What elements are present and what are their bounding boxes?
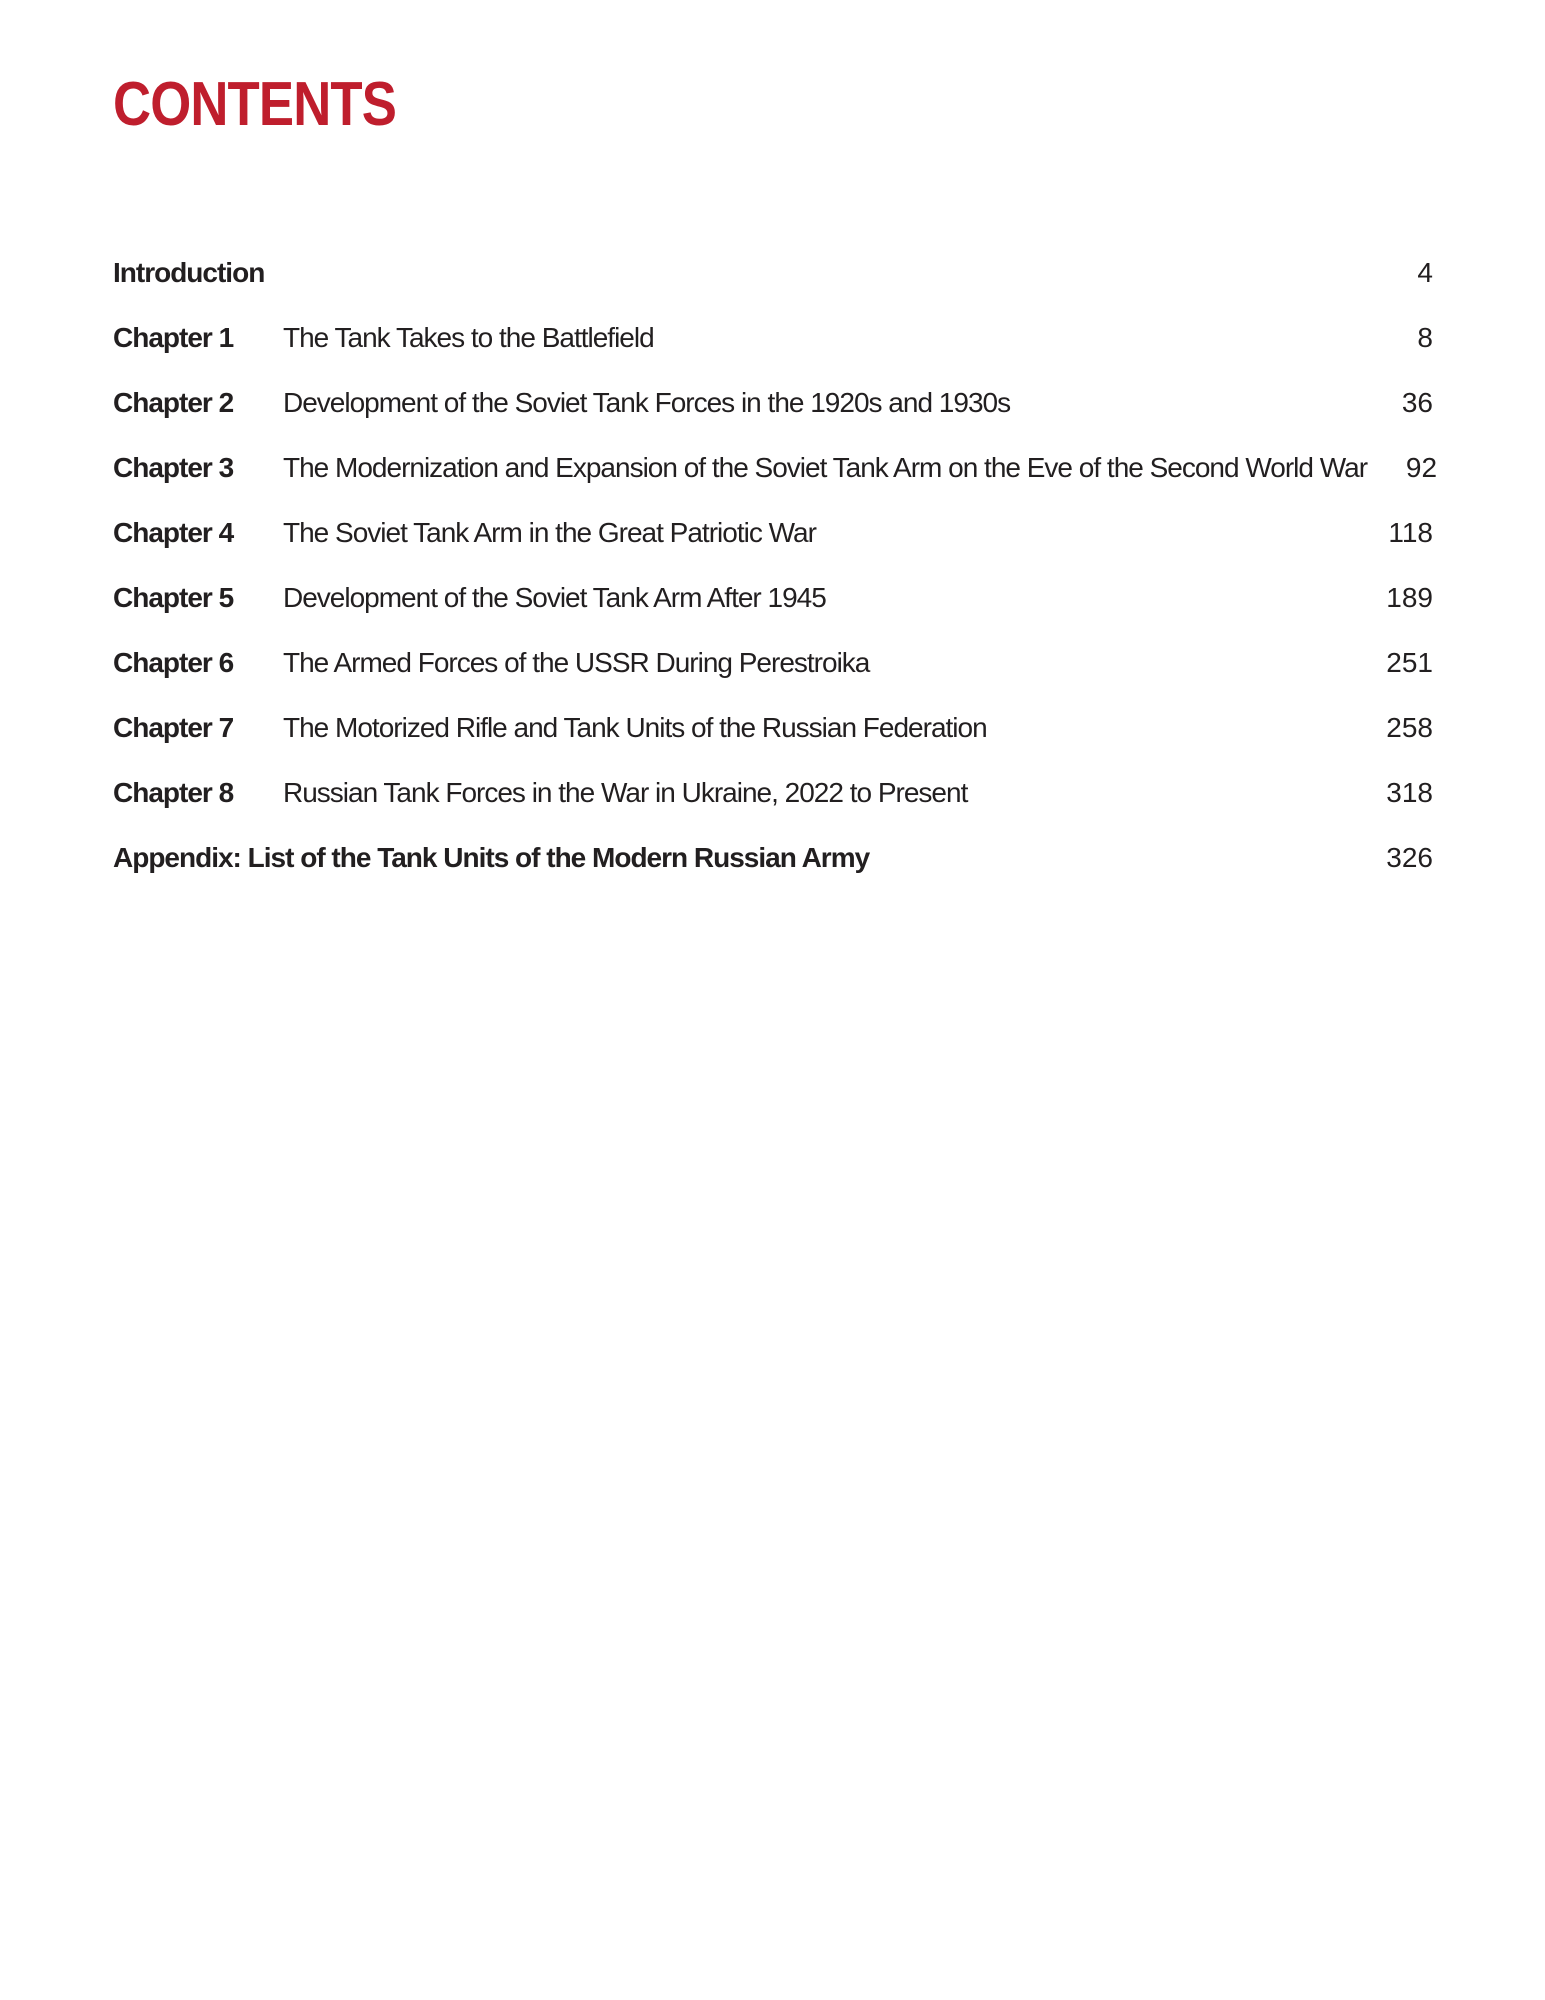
toc-entry-label: Introduction [113, 256, 265, 288]
toc-row-appendix [113, 825, 1433, 890]
toc-entry-title: Russian Tank Forces in the War in Ukraine, 2022 to Present [283, 776, 968, 808]
toc-entry-label: Chapter 2 [113, 386, 234, 418]
toc-entry-page-number: 251 [1386, 646, 1433, 678]
toc-entry-label: Chapter 7 [113, 711, 234, 743]
toc-row-chapter-5 [113, 565, 1433, 630]
toc-entry-page-number: 36 [1401, 386, 1433, 418]
toc-entry-title: Development of the Soviet Tank Forces in the 1920s and 1930s [283, 386, 1011, 418]
toc-row-chapter-1 [113, 305, 1433, 370]
toc-entry-label: Chapter 1 [113, 321, 234, 353]
toc-entry-page-number: 258 [1386, 711, 1433, 743]
toc-row-chapter-7 [113, 695, 1433, 760]
toc-entry-label: Chapter 8 [113, 776, 234, 808]
toc-entry-label: Appendix: List of the Tank Units of the Modern Russian Army [113, 841, 870, 873]
toc-entry-title: The Motorized Rifle and Tank Units of the Russian Federation [283, 711, 987, 743]
toc-entry-label: Chapter 6 [113, 646, 234, 678]
toc-entry-label: Chapter 3 [113, 451, 234, 483]
toc-entry-label: Chapter 5 [113, 581, 234, 613]
toc-row-introduction [113, 240, 1433, 305]
toc-entry-page-number: 318 [1386, 776, 1433, 808]
toc-entry-title: The Armed Forces of the USSR During Perestroika [283, 646, 870, 678]
toc-entry-title: The Tank Takes to the Battlefield [283, 321, 654, 353]
toc-row-chapter-6 [113, 630, 1433, 695]
toc-entry-page-number: 8 [1417, 321, 1433, 353]
toc-entry-label: Chapter 4 [113, 516, 234, 548]
toc-row-chapter-2 [113, 370, 1433, 435]
toc-entry-page-number: 92 [1405, 451, 1438, 483]
toc-row-chapter-4 [113, 500, 1433, 565]
page-content [113, 0, 1438, 890]
table-of-contents [113, 240, 1438, 890]
toc-entry-page-number: 4 [1417, 256, 1433, 288]
toc-entry-page-number: 118 [1388, 516, 1433, 548]
toc-entry-title: Development of the Soviet Tank Arm After 1945 [283, 581, 826, 613]
toc-entry-page-number: 326 [1386, 841, 1433, 873]
toc-row-chapter-3 [113, 435, 1438, 500]
toc-row-chapter-8 [113, 760, 1433, 825]
toc-entry-title: The Modernization and Expansion of the Soviet Tank Arm on the Eve of the Second World War [283, 451, 1368, 483]
toc-entry-title: The Soviet Tank Arm in the Great Patriotic War [283, 516, 816, 548]
page-title: CONTENTS [113, 70, 397, 139]
toc-entry-page-number: 189 [1386, 581, 1433, 613]
